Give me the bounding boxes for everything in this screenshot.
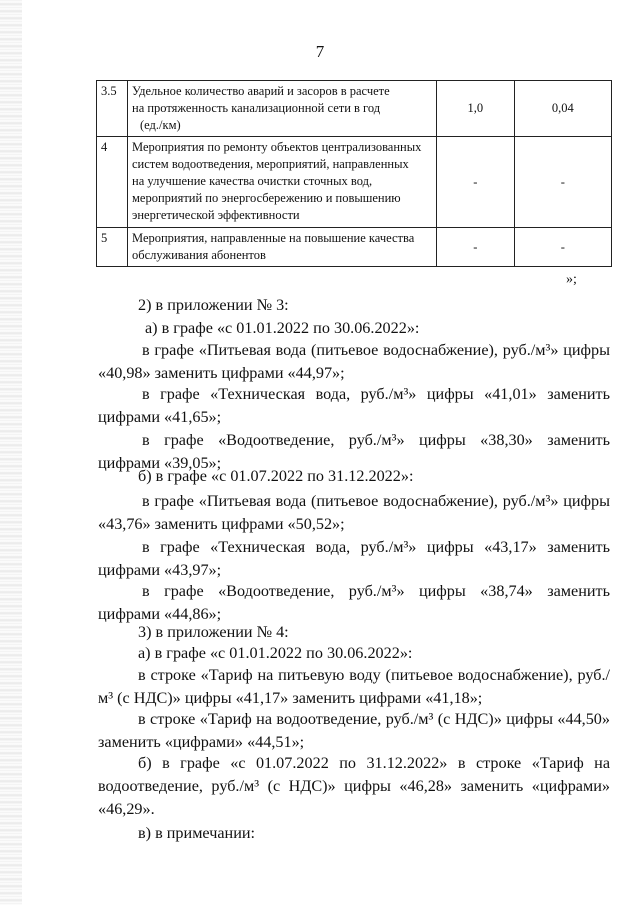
paragraph: 2) в приложении № 3: bbox=[138, 296, 289, 314]
paragraph: в графе «Водоотведение, руб./м³» цифры «38,30» заменить цифрами «39,05»; bbox=[98, 431, 610, 472]
description-line: систем водоотведения, мероприятий, направленных bbox=[132, 157, 409, 171]
table-row bbox=[97, 137, 612, 228]
description-line: Удельное количество аварий и засоров в расчете bbox=[132, 84, 390, 98]
description-line: (ед./км) bbox=[140, 118, 181, 132]
indicators-table bbox=[96, 80, 612, 267]
value-cell: 0,04 bbox=[514, 81, 611, 137]
quote-closing: »; bbox=[566, 272, 577, 287]
description-line: энергетической эффективности bbox=[132, 208, 300, 222]
description-line: Мероприятия по ремонту объектов централизованных bbox=[132, 140, 422, 154]
paragraph: в графе «Водоотведение, руб./м³» цифры «38,74» заменить цифрами «44,86»; bbox=[98, 582, 610, 623]
page-number: 7 bbox=[315, 42, 325, 61]
value-cell: - bbox=[437, 137, 515, 228]
value-cell: - bbox=[514, 137, 611, 228]
row-description bbox=[128, 81, 437, 137]
paragraph: в) в примечании: bbox=[138, 824, 256, 842]
paragraph: в графе «Техническая вода, руб./м³» цифры «41,01» заменить цифрами «41,65»; bbox=[98, 385, 610, 426]
description-line: на протяженность канализационной сети в год bbox=[132, 101, 381, 115]
description-line: на улучшение качества очистки сточных вод, bbox=[132, 174, 373, 188]
description-line: мероприятий по энергосбережению и повышению bbox=[132, 191, 401, 205]
row-number: 5 bbox=[97, 228, 128, 267]
description-line: Мероприятия, направленные на повышение качества bbox=[132, 231, 415, 245]
paragraph: в строке «Тариф на питьевую воду (питьевое водоснабжение), руб./м³ (с НДС)» цифры «41,17» заменить цифрами «41,18»; bbox=[98, 666, 610, 707]
paragraph: в графе «Питьевая вода (питьевое водоснабжение), руб./м³» цифры «40,98» заменить цифрами «44,97»; bbox=[98, 341, 610, 382]
table-row bbox=[97, 81, 612, 137]
row-description bbox=[128, 137, 437, 228]
row-number: 4 bbox=[97, 137, 128, 228]
value-cell: 1,0 bbox=[437, 81, 515, 137]
paragraph: а) в графе «с 01.01.2022 по 30.06.2022»: bbox=[138, 644, 413, 662]
paragraph: б) в графе «с 01.07.2022 по 31.12.2022»: bbox=[138, 467, 414, 485]
table-row bbox=[97, 228, 612, 267]
scan-edge bbox=[0, 0, 22, 905]
description-line: обслуживания абонентов bbox=[132, 248, 266, 262]
value-cell: - bbox=[514, 228, 611, 267]
paragraph: б) в графе «с 01.07.2022 по 31.12.2022» в строке «Тариф на водоотведение, руб./м³ (с НДС)» цифры «46,28» заменить «цифрами» «46,29». bbox=[98, 754, 610, 818]
value-cell: - bbox=[437, 228, 515, 267]
paragraph: в графе «Техническая вода, руб./м³» цифры «43,17» заменить цифрами «43,97»; bbox=[98, 538, 610, 579]
paragraph: 3) в приложении № 4: bbox=[138, 623, 289, 641]
row-description bbox=[128, 228, 437, 267]
paragraph: а) в графе «с 01.01.2022 по 30.06.2022»: bbox=[145, 319, 420, 337]
row-number: 3.5 bbox=[97, 81, 128, 137]
paragraph: в графе «Питьевая вода (питьевое водоснабжение), руб./м³» цифры «43,76» заменить цифрами «50,52»; bbox=[98, 492, 610, 533]
paragraph: в строке «Тариф на водоотведение, руб./м³ (с НДС)» цифры «44,50» заменить «цифрами» «44,51»; bbox=[98, 710, 610, 751]
